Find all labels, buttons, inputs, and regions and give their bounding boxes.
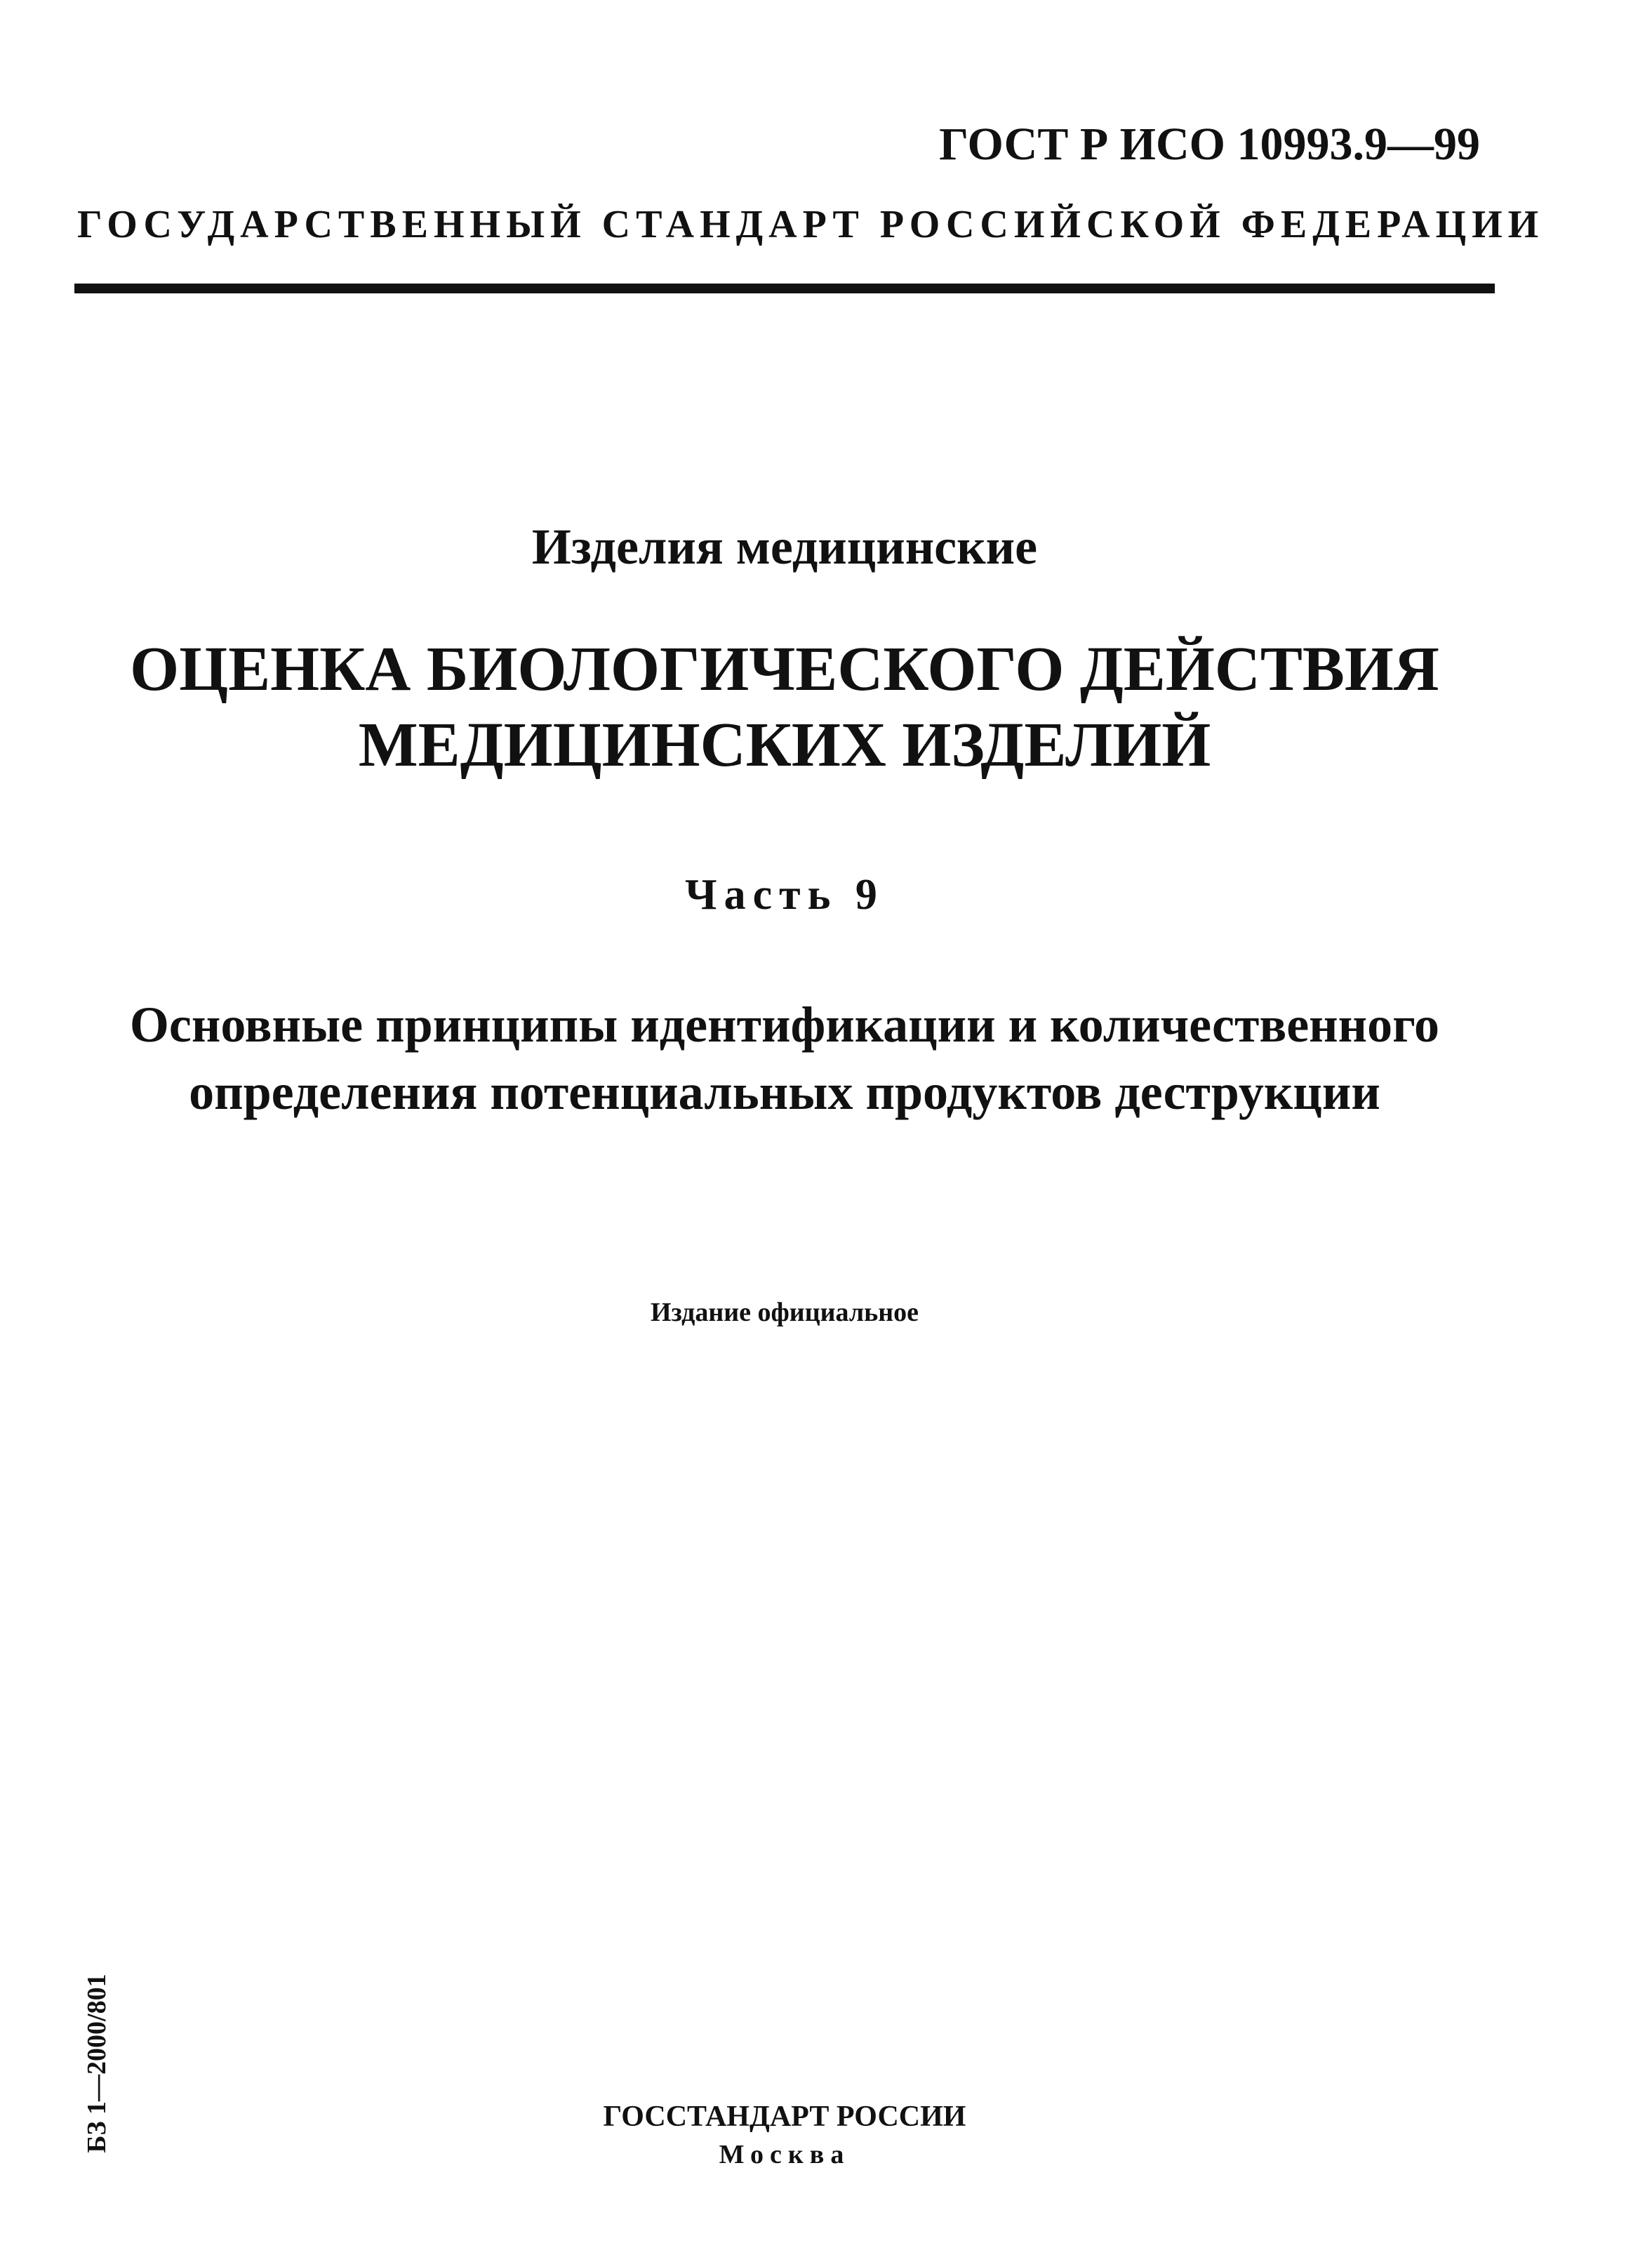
- side-code-text: БЗ 1—2000/801: [82, 1974, 112, 2153]
- publisher: ГОССТАНДАРТ РОССИИ: [603, 2101, 966, 2133]
- edition-label: Издание официальное: [650, 1298, 919, 1327]
- subtitle-line: определения потенциальных продуктов деструкции: [189, 1064, 1380, 1120]
- document-title: [74, 632, 1495, 783]
- subtitle-line: Основные принципы идентификации и количественного: [129, 997, 1440, 1053]
- city: Москва: [719, 2140, 851, 2169]
- title-line: ОЦЕНКА БИОЛОГИЧЕСКОГО ДЕЙСТВИЯ: [130, 634, 1439, 704]
- product-group: Изделия медицинские: [531, 519, 1038, 575]
- document-subtitle: [74, 991, 1495, 1126]
- state-standard-heading: ГОСУДАРСТВЕННЫЙ СТАНДАРТ РОССИЙСКОЙ ФЕДЕРАЦИИ: [77, 203, 1545, 246]
- header-rule: [74, 284, 1495, 293]
- part-number: Часть 9: [685, 871, 884, 919]
- standard-number: ГОСТ Р ИСО 10993.9—99: [939, 119, 1480, 170]
- title-line: МЕДИЦИНСКИХ ИЗДЕЛИЙ: [358, 710, 1211, 780]
